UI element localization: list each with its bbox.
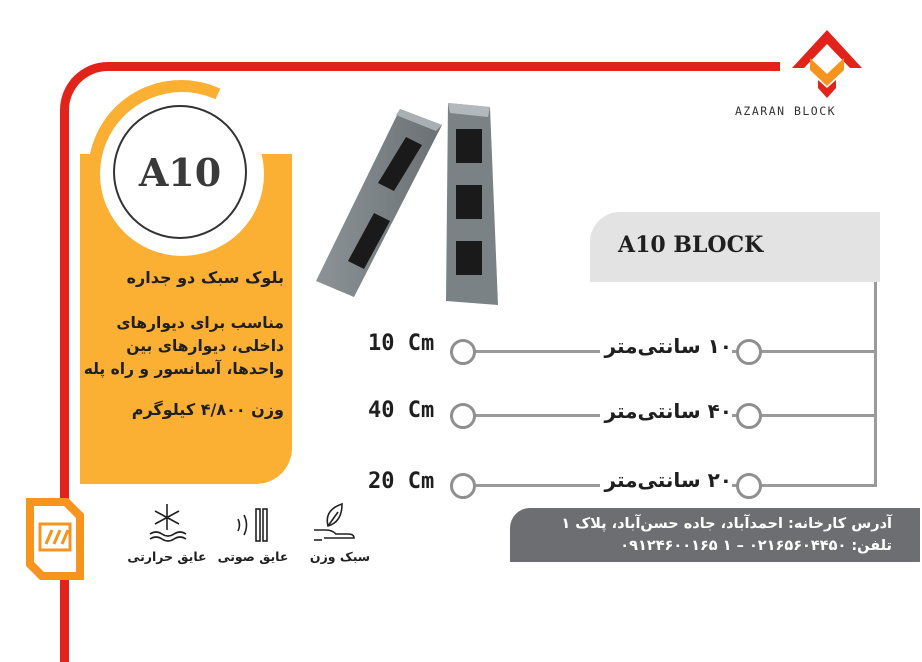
dimension-cm: 20 Cm	[368, 469, 435, 494]
dimension-connector	[760, 350, 874, 353]
connector-line	[874, 282, 877, 487]
company-logo-icon	[790, 28, 864, 100]
description-line: داخلی، دیوارهای بین	[126, 337, 284, 355]
description-line: مناسب برای دیوارهای	[116, 314, 284, 332]
feather-hand-icon	[312, 500, 358, 544]
snowflake-icon	[146, 500, 188, 542]
sound-insulation-icon	[232, 505, 274, 545]
dimension-fa: ۴۰ سانتی‌متر	[600, 399, 732, 423]
dimension-dot	[450, 403, 476, 429]
feature-label: سبک وزن	[309, 549, 371, 564]
dimension-fa: ۲۰ سانتی‌متر	[600, 468, 732, 492]
feature-label: عایق صوتی	[217, 549, 289, 564]
dimension-dot	[736, 339, 762, 365]
dimension-connector	[760, 484, 874, 487]
factory-address: آدرس کارخانه: احمدآباد، جاده حسن‌آباد، پلاک ۱	[561, 516, 892, 532]
dimension-cm: 10 Cm	[368, 331, 435, 356]
feature-label: عایق حرارتی	[127, 549, 207, 564]
phone-numbers: تلفن: ۰۲۱۶۵۶۰۴۴۵۰ – ۱ ۰۹۱۲۴۶۰۰۱۶۵	[620, 538, 892, 554]
product-code: A10	[138, 149, 222, 195]
dimension-cm: 40 Cm	[368, 398, 435, 423]
product-name-fa: بلوک سبک دو جداره	[126, 268, 284, 287]
product-weight: وزن ۴/۸۰۰ کیلوگرم	[131, 400, 284, 419]
iranian-standard-icon	[18, 492, 92, 586]
dimension-dot	[450, 473, 476, 499]
company-logo-text: AZARAN BLOCK	[735, 104, 837, 118]
dimension-connector	[760, 414, 874, 417]
dimension-dot	[736, 473, 762, 499]
product-title: A10 BLOCK	[618, 232, 764, 258]
dimension-dot	[736, 403, 762, 429]
description-line: واحدها، آسانسور و راه پله	[83, 360, 284, 378]
product-description	[64, 312, 284, 381]
dimension-dot	[450, 339, 476, 365]
block-product-image	[310, 95, 520, 307]
dimension-fa: ۱۰ سانتی‌متر	[600, 334, 732, 358]
product-code-badge	[113, 105, 247, 239]
